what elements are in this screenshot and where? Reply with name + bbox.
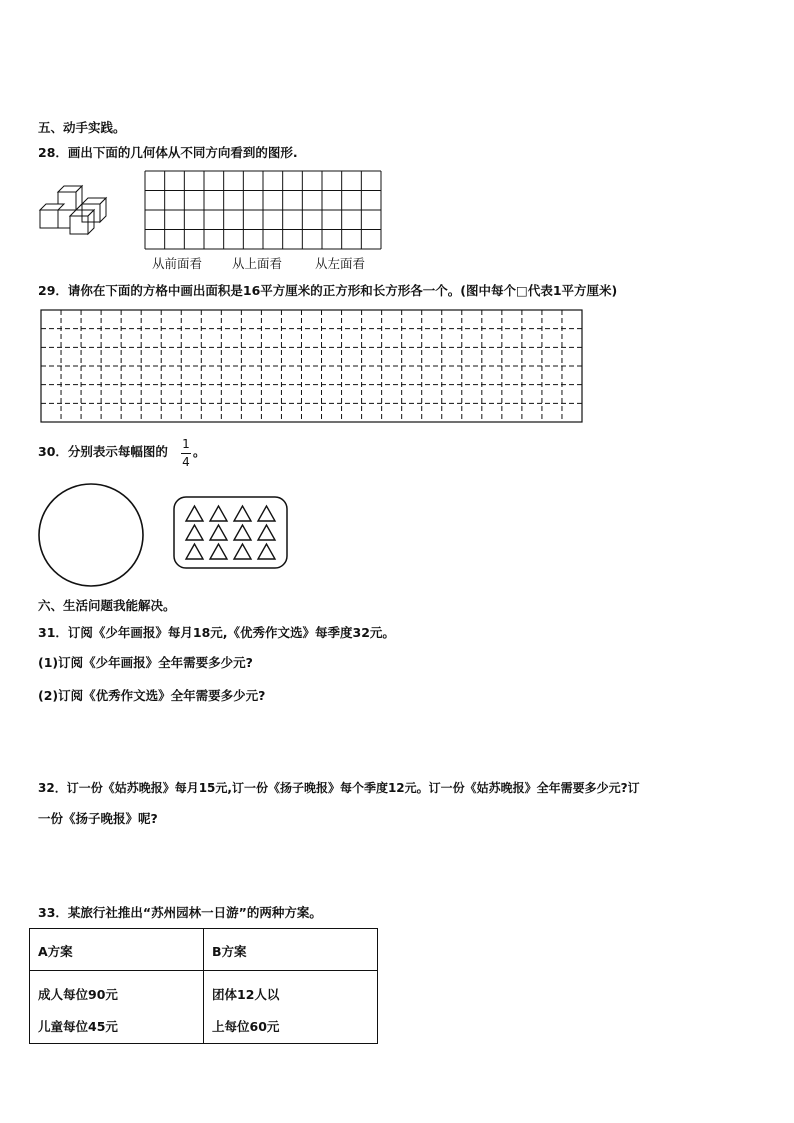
question-33-text: 33．某旅行社推出“苏州园林一日游”的两种方案。 (38, 905, 322, 920)
plan-b-details (204, 971, 378, 1044)
triangle-shape (234, 525, 251, 540)
triangle-shape (210, 544, 227, 559)
triangle-shape (258, 525, 275, 540)
triangle-shape (258, 506, 275, 521)
fraction-denominator: 4 (182, 455, 190, 469)
question-30-suffix: 。 (193, 444, 206, 459)
plan-a-header: A方案 (30, 929, 204, 971)
triangle-shape (234, 506, 251, 521)
drawing-grid-28[interactable] (144, 170, 382, 250)
question-31-sub2: (2)订阅《优秀作文选》全年需要多少元? (38, 688, 266, 703)
view-label-left: 从左面看 (315, 256, 366, 271)
question-29-text: 29．请你在下面的方格中画出面积是16平方厘米的正方形和长方形各一个。(图中每个□代表1平方厘米) (38, 283, 618, 298)
triangle-shape (186, 525, 203, 540)
triangle-shape (258, 544, 275, 559)
section-title-6: 六、生活问题我能解决。 (38, 598, 176, 613)
plan-b-line2: 上每位60元 (212, 1019, 280, 1034)
question-30-text (38, 444, 168, 460)
plan-a-details (30, 971, 204, 1044)
question-31-sub1: (1)订阅《少年画报》全年需要多少元? (38, 655, 253, 670)
question-32-line1: 32．订一份《姑苏晚报》每月15元,订一份《扬子晚报》每个季度12元。订一份《姑苏晚报》全年需要多少元?订 (38, 781, 640, 795)
triangle-shape (210, 525, 227, 540)
triangle-shape (186, 506, 203, 521)
plan-b-line1: 团体12人以 (212, 987, 280, 1002)
fraction-bar (181, 453, 191, 454)
question-32-line2: 一份《扬子晚报》呢? (38, 811, 158, 826)
cube-solid-figure (34, 184, 109, 242)
triangle-shape (186, 544, 203, 559)
section-title-5: 五、动手实践。 (38, 120, 126, 135)
fraction-numerator: 1 (182, 437, 190, 451)
triangle-shape (210, 506, 227, 521)
plan-a-adult: 成人每位90元 (38, 987, 118, 1002)
view-label-top: 从上面看 (232, 256, 283, 271)
plan-a-child: 儿童每位45元 (38, 1019, 118, 1034)
plan-b-header: B方案 (204, 929, 378, 971)
question-28-text: 28．画出下面的几何体从不同方向看到的图形. (38, 145, 298, 160)
circle-figure[interactable] (36, 482, 148, 588)
question-31-text: 31．订阅《少年画报》每月18元,《优秀作文选》每季度32元。 (38, 625, 395, 640)
triangle-shape (234, 544, 251, 559)
plans-table (29, 928, 378, 1044)
triangle-box-figure[interactable] (172, 495, 290, 571)
drawing-grid-29[interactable] (40, 309, 583, 423)
view-label-front: 从前面看 (152, 256, 203, 271)
question-30-prefix: 30．分别表示每幅图的 (38, 444, 168, 459)
